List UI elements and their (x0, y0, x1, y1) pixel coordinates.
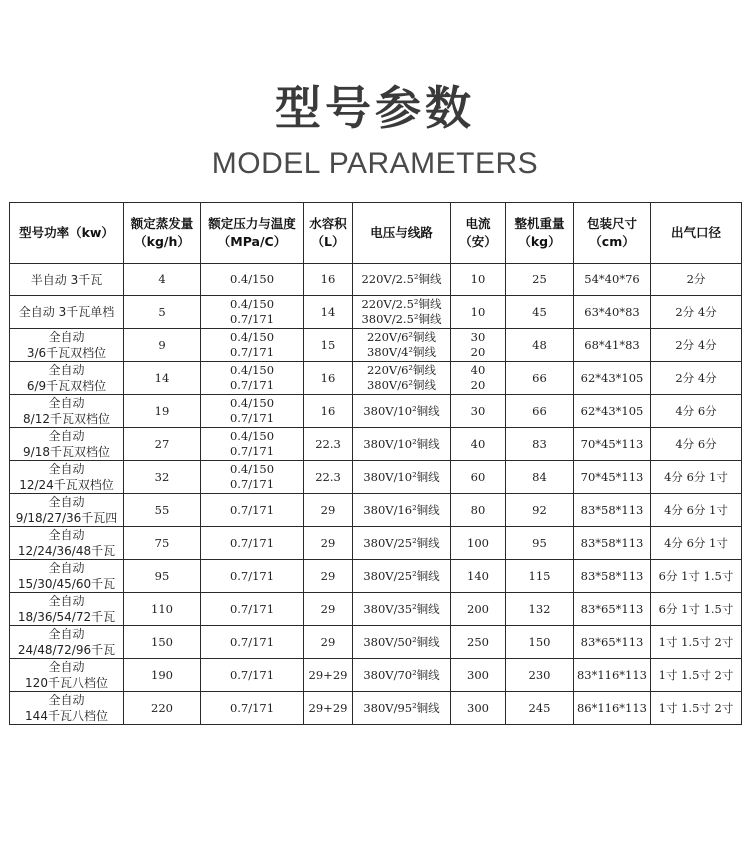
table-cell: 0.4/150 0.7/171 (201, 329, 304, 362)
table-row (10, 428, 742, 461)
table-cell: 0.7/171 (201, 659, 304, 692)
table-cell: 4分 6分 1寸 (651, 494, 742, 527)
table-cell: 70*45*113 (574, 461, 651, 494)
table-cell: 全自动 8/12千瓦双档位 (10, 395, 124, 428)
table-cell: 380V/16²铜线 (353, 494, 451, 527)
table-row (10, 494, 742, 527)
table-cell: 220V/6²铜线 380V/6²铜线 (353, 362, 451, 395)
table-row (10, 264, 742, 296)
table-cell: 380V/70²铜线 (353, 659, 451, 692)
table-cell: 220V/2.5²铜线 380V/2.5²铜线 (353, 296, 451, 329)
table-cell: 300 (451, 659, 506, 692)
table-cell: 全自动 15/30/45/60千瓦 (10, 560, 124, 593)
table-cell: 245 (506, 692, 574, 725)
table-cell: 全自动 120千瓦八档位 (10, 659, 124, 692)
table-cell: 0.7/171 (201, 560, 304, 593)
table-cell: 60 (451, 461, 506, 494)
table-cell: 29+29 (304, 692, 353, 725)
table-cell: 27 (124, 428, 201, 461)
column-header: 额定压力与温度 （MPa/C） (201, 203, 304, 264)
table-cell: 2分 (651, 264, 742, 296)
table-cell: 6分 1寸 1.5寸 (651, 593, 742, 626)
table-cell: 29 (304, 593, 353, 626)
table-cell: 全自动 3/6千瓦双档位 (10, 329, 124, 362)
table-cell: 32 (124, 461, 201, 494)
table-cell: 16 (304, 395, 353, 428)
table-cell: 75 (124, 527, 201, 560)
table-cell: 2分 4分 (651, 296, 742, 329)
table-header-row (10, 203, 742, 264)
table-cell: 150 (124, 626, 201, 659)
table-cell: 25 (506, 264, 574, 296)
table-cell: 380V/10²铜线 (353, 461, 451, 494)
table-cell: 29 (304, 560, 353, 593)
table-cell: 380V/25²铜线 (353, 527, 451, 560)
table-cell: 220V/6²铜线 380V/4²铜线 (353, 329, 451, 362)
table-cell: 5 (124, 296, 201, 329)
table-cell: 0.4/150 0.7/171 (201, 395, 304, 428)
table-cell: 10 (451, 264, 506, 296)
table-cell: 29 (304, 626, 353, 659)
table-cell: 15 (304, 329, 353, 362)
table-cell: 全自动 3千瓦单档 (10, 296, 124, 329)
page-subtitle: MODEL PARAMETERS (211, 147, 539, 180)
table-cell: 半自动 3千瓦 (10, 264, 124, 296)
table-cell: 全自动 24/48/72/96千瓦 (10, 626, 124, 659)
table-cell: 2分 4分 (651, 362, 742, 395)
table-cell: 30 20 (451, 329, 506, 362)
table-cell: 200 (451, 593, 506, 626)
table-cell: 220 (124, 692, 201, 725)
table-cell: 全自动 12/24/36/48千瓦 (10, 527, 124, 560)
table-cell: 100 (451, 527, 506, 560)
table-cell: 230 (506, 659, 574, 692)
table-cell: 1寸 1.5寸 2寸 (651, 692, 742, 725)
table-cell: 62*43*105 (574, 362, 651, 395)
table-cell: 10 (451, 296, 506, 329)
table-row (10, 362, 742, 395)
table-cell: 250 (451, 626, 506, 659)
table-row (10, 692, 742, 725)
table-cell: 0.7/171 (201, 527, 304, 560)
table-cell: 16 (304, 264, 353, 296)
table-cell: 380V/25²铜线 (353, 560, 451, 593)
table-cell: 66 (506, 362, 574, 395)
table-cell: 0.4/150 0.7/171 (201, 461, 304, 494)
table-row (10, 329, 742, 362)
table-cell: 全自动 12/24千瓦双档位 (10, 461, 124, 494)
table-cell: 92 (506, 494, 574, 527)
table-cell: 132 (506, 593, 574, 626)
table-row (10, 527, 742, 560)
table-cell: 110 (124, 593, 201, 626)
table-cell: 19 (124, 395, 201, 428)
table-cell: 全自动 9/18千瓦双档位 (10, 428, 124, 461)
table-cell: 45 (506, 296, 574, 329)
table-cell: 62*43*105 (574, 395, 651, 428)
table-cell: 2分 4分 (651, 329, 742, 362)
table-cell: 0.7/171 (201, 692, 304, 725)
table-cell: 84 (506, 461, 574, 494)
table-cell: 14 (304, 296, 353, 329)
table-body (10, 264, 742, 725)
table-cell: 9 (124, 329, 201, 362)
table-cell: 16 (304, 362, 353, 395)
table-cell: 全自动 144千瓦八档位 (10, 692, 124, 725)
table-cell: 68*41*83 (574, 329, 651, 362)
table-cell: 83*58*113 (574, 494, 651, 527)
table-row (10, 296, 742, 329)
table-cell: 0.7/171 (201, 626, 304, 659)
table-cell: 55 (124, 494, 201, 527)
table-cell: 190 (124, 659, 201, 692)
table-cell: 14 (124, 362, 201, 395)
table-cell: 0.4/150 (201, 264, 304, 296)
table-cell: 全自动 18/36/54/72千瓦 (10, 593, 124, 626)
table-cell: 48 (506, 329, 574, 362)
table-cell: 220V/2.5²铜线 (353, 264, 451, 296)
table-cell: 380V/95²铜线 (353, 692, 451, 725)
table-cell: 380V/10²铜线 (353, 428, 451, 461)
table-cell: 4分 6分 1寸 (651, 461, 742, 494)
table-cell: 150 (506, 626, 574, 659)
column-header: 额定蒸发量 （kg/h） (124, 203, 201, 264)
table-cell: 40 (451, 428, 506, 461)
page-title: 型号参数 (275, 81, 475, 135)
table-cell: 80 (451, 494, 506, 527)
table-cell: 86*116*113 (574, 692, 651, 725)
table-row (10, 593, 742, 626)
column-header: 型号功率（kw） (10, 203, 124, 264)
table-cell: 380V/50²铜线 (353, 626, 451, 659)
table-cell: 全自动 6/9千瓦双档位 (10, 362, 124, 395)
table-row (10, 659, 742, 692)
column-header: 电压与线路 (353, 203, 451, 264)
table-cell: 6分 1寸 1.5寸 (651, 560, 742, 593)
table-cell: 115 (506, 560, 574, 593)
model-parameters-table (9, 202, 742, 725)
table-cell: 0.7/171 (201, 593, 304, 626)
table-cell: 4分 6分 1寸 (651, 527, 742, 560)
table-cell: 0.7/171 (201, 494, 304, 527)
table-cell: 29 (304, 494, 353, 527)
table-cell: 0.4/150 0.7/171 (201, 428, 304, 461)
table-cell: 95 (124, 560, 201, 593)
column-header: 出气口径 (651, 203, 742, 264)
table-cell: 0.4/150 0.7/171 (201, 362, 304, 395)
table-cell: 83*58*113 (574, 560, 651, 593)
table-row (10, 560, 742, 593)
table-cell: 4分 6分 (651, 395, 742, 428)
column-header: 水容积 （L） (304, 203, 353, 264)
table-cell: 63*40*83 (574, 296, 651, 329)
table-cell: 22.3 (304, 461, 353, 494)
table-cell: 380V/35²铜线 (353, 593, 451, 626)
table-cell: 95 (506, 527, 574, 560)
table-cell: 0.4/150 0.7/171 (201, 296, 304, 329)
table-cell: 140 (451, 560, 506, 593)
table-cell: 83 (506, 428, 574, 461)
table-cell: 29 (304, 527, 353, 560)
table-cell: 66 (506, 395, 574, 428)
table-cell: 全自动 9/18/27/36千瓦四 (10, 494, 124, 527)
table-cell: 83*65*113 (574, 593, 651, 626)
table-row (10, 461, 742, 494)
table-cell: 1寸 1.5寸 2寸 (651, 659, 742, 692)
table-cell: 4 (124, 264, 201, 296)
table-cell: 4分 6分 (651, 428, 742, 461)
table-cell: 83*116*113 (574, 659, 651, 692)
table-cell: 70*45*113 (574, 428, 651, 461)
column-header: 包装尺寸 （cm） (574, 203, 651, 264)
table-cell: 83*58*113 (574, 527, 651, 560)
table-row (10, 395, 742, 428)
table-cell: 83*65*113 (574, 626, 651, 659)
table-cell: 300 (451, 692, 506, 725)
column-header: 电流 （安） (451, 203, 506, 264)
table-cell: 380V/10²铜线 (353, 395, 451, 428)
column-header: 整机重量 （kg） (506, 203, 574, 264)
table-cell: 54*40*76 (574, 264, 651, 296)
table-cell: 30 (451, 395, 506, 428)
table-cell: 1寸 1.5寸 2寸 (651, 626, 742, 659)
table-cell: 40 20 (451, 362, 506, 395)
table-cell: 29+29 (304, 659, 353, 692)
table-cell: 22.3 (304, 428, 353, 461)
table-row (10, 626, 742, 659)
